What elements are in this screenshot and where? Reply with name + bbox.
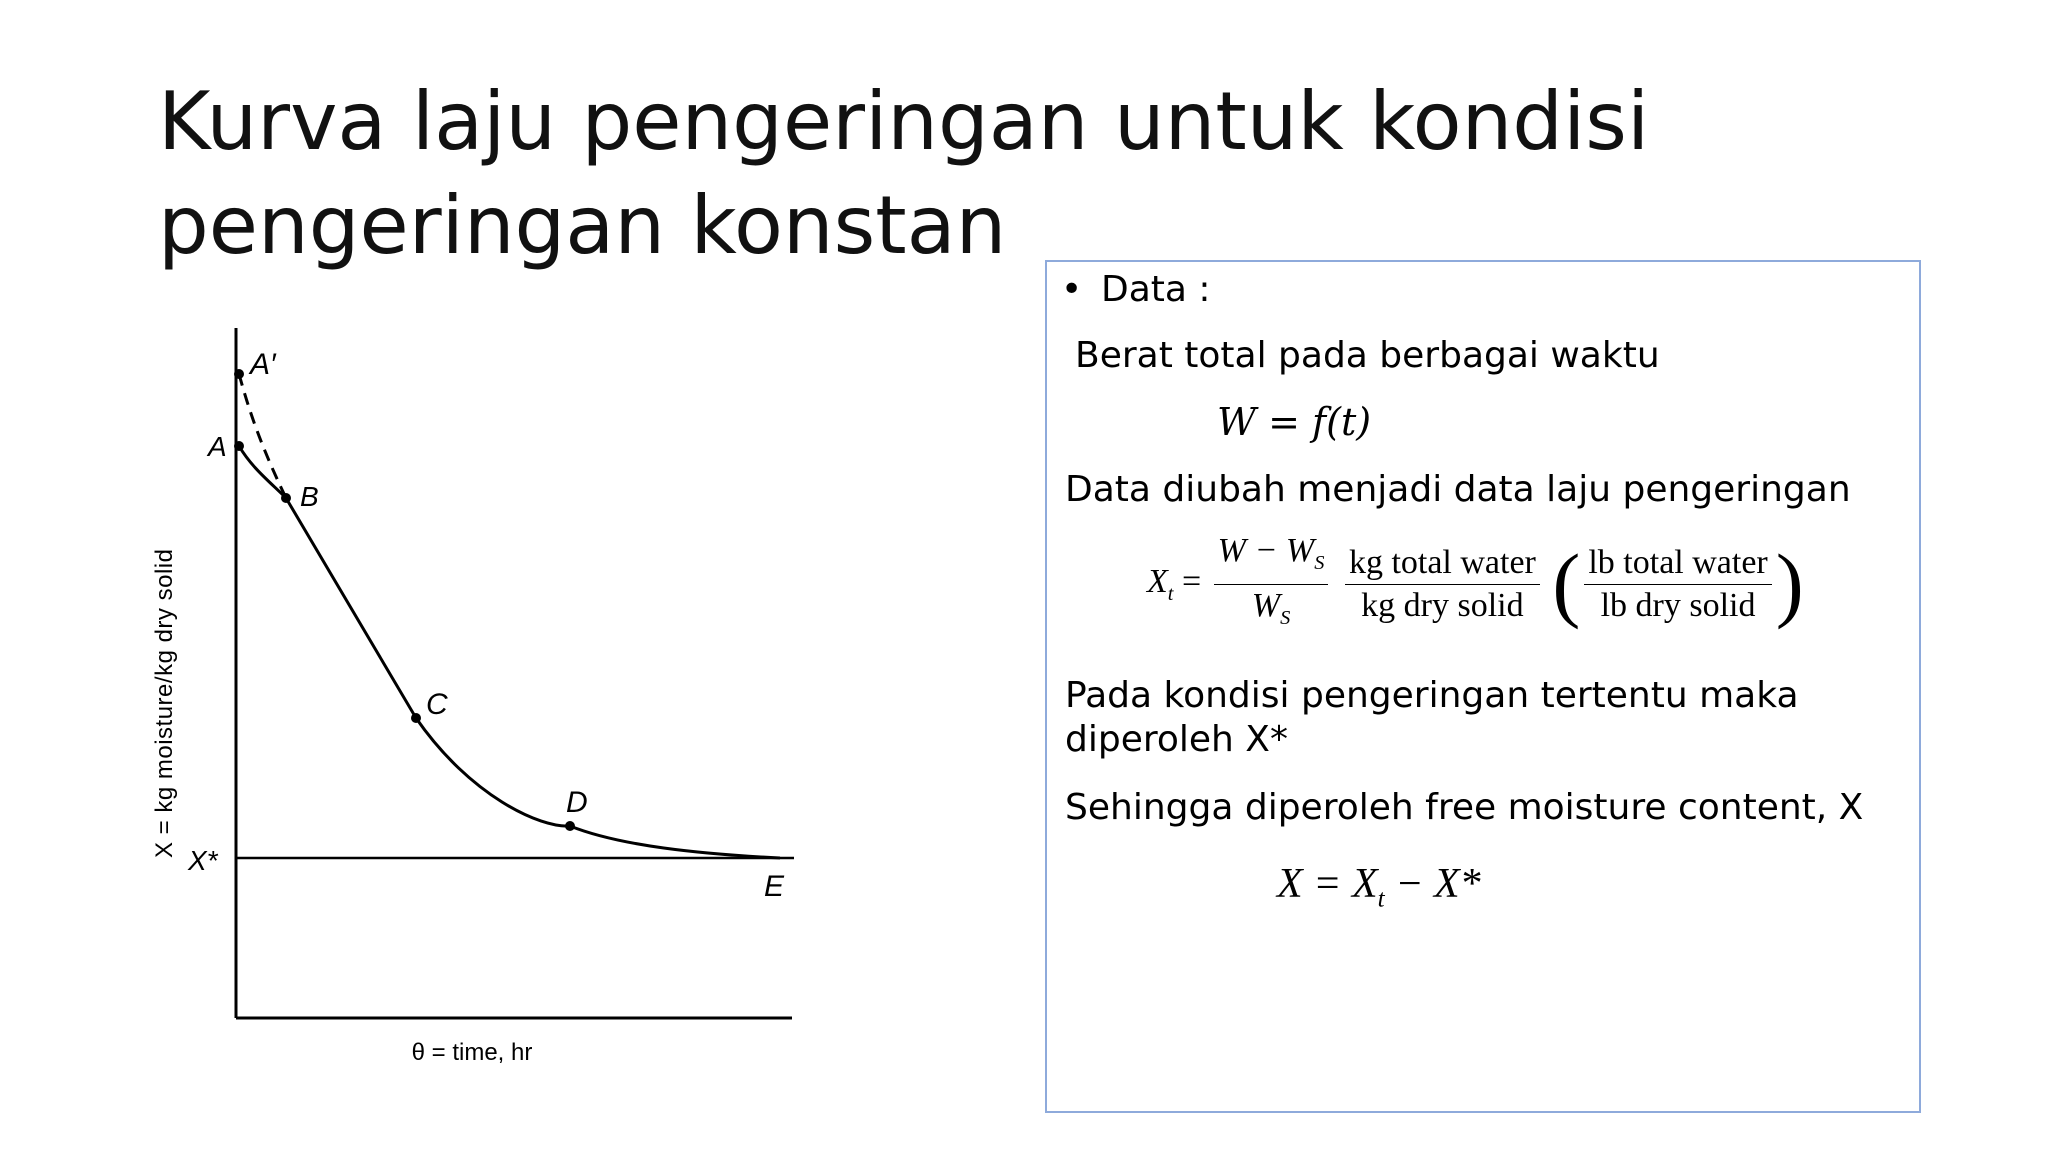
condition-line-2: diperoleh X* xyxy=(1065,719,1288,760)
label-c: C xyxy=(426,688,448,721)
point-a xyxy=(234,441,244,451)
moisture-equation xyxy=(1147,532,1804,637)
free-moisture-text: Sehingga diperoleh free moisture content, X xyxy=(1065,787,1864,828)
eq-fraction-lb: $\frac{\text{lb total water}}{\text{lb dry solid}}$ xyxy=(1584,544,1771,625)
label-a-prime: A′ xyxy=(250,348,276,381)
final-equation: $X = X_t - X*$ xyxy=(1277,861,1481,913)
data-heading: Data : xyxy=(1101,269,1211,310)
converted-text: Data diubah menjadi data laju pengeringan xyxy=(1065,469,1851,510)
weight-text: Berat total pada berbagai waktu xyxy=(1075,335,1660,376)
slide-title-line-2: pengeringan konstan xyxy=(158,179,1007,272)
bullet-marker: • xyxy=(1061,269,1083,310)
x-axis-label: θ = time, hr xyxy=(411,1039,533,1066)
point-b xyxy=(281,493,291,503)
eq-paren-open: ( xyxy=(1552,537,1581,631)
drying-curve-figure xyxy=(140,318,820,1078)
label-a: A xyxy=(208,431,227,462)
slide-title xyxy=(158,70,1658,278)
eq-equals: = xyxy=(1181,563,1202,601)
eq-fraction-weight: $\frac{W - W_S}{W_S}$ xyxy=(1214,532,1329,637)
point-a-prime xyxy=(234,369,244,379)
point-d xyxy=(565,821,575,831)
eq-paren-close: ) xyxy=(1775,537,1804,631)
eq-lhs: $X_t$ xyxy=(1147,563,1174,605)
slide-title-line-1: Kurva laju pengeringan untuk kondisi xyxy=(158,75,1650,168)
weight-equation: W = f(t) xyxy=(1217,400,1372,444)
drying-curve xyxy=(239,446,780,858)
y-axis-label: X = kg moisture/kg dry solid xyxy=(151,548,178,858)
dashed-curve-a-prime-b xyxy=(239,374,286,498)
label-b: B xyxy=(300,481,319,512)
condition-line-1: Pada kondisi pengeringan tertentu maka xyxy=(1065,675,1799,716)
eq-fraction-kg: $\frac{\text{kg total water}}{\text{kg dry solid}}$ xyxy=(1345,544,1540,625)
data-content-box xyxy=(1045,260,1921,1113)
label-e: E xyxy=(764,870,785,903)
data-heading-row xyxy=(1061,268,1211,312)
point-c xyxy=(411,713,421,723)
label-d: D xyxy=(566,786,588,819)
label-x-star: X* xyxy=(188,845,218,876)
